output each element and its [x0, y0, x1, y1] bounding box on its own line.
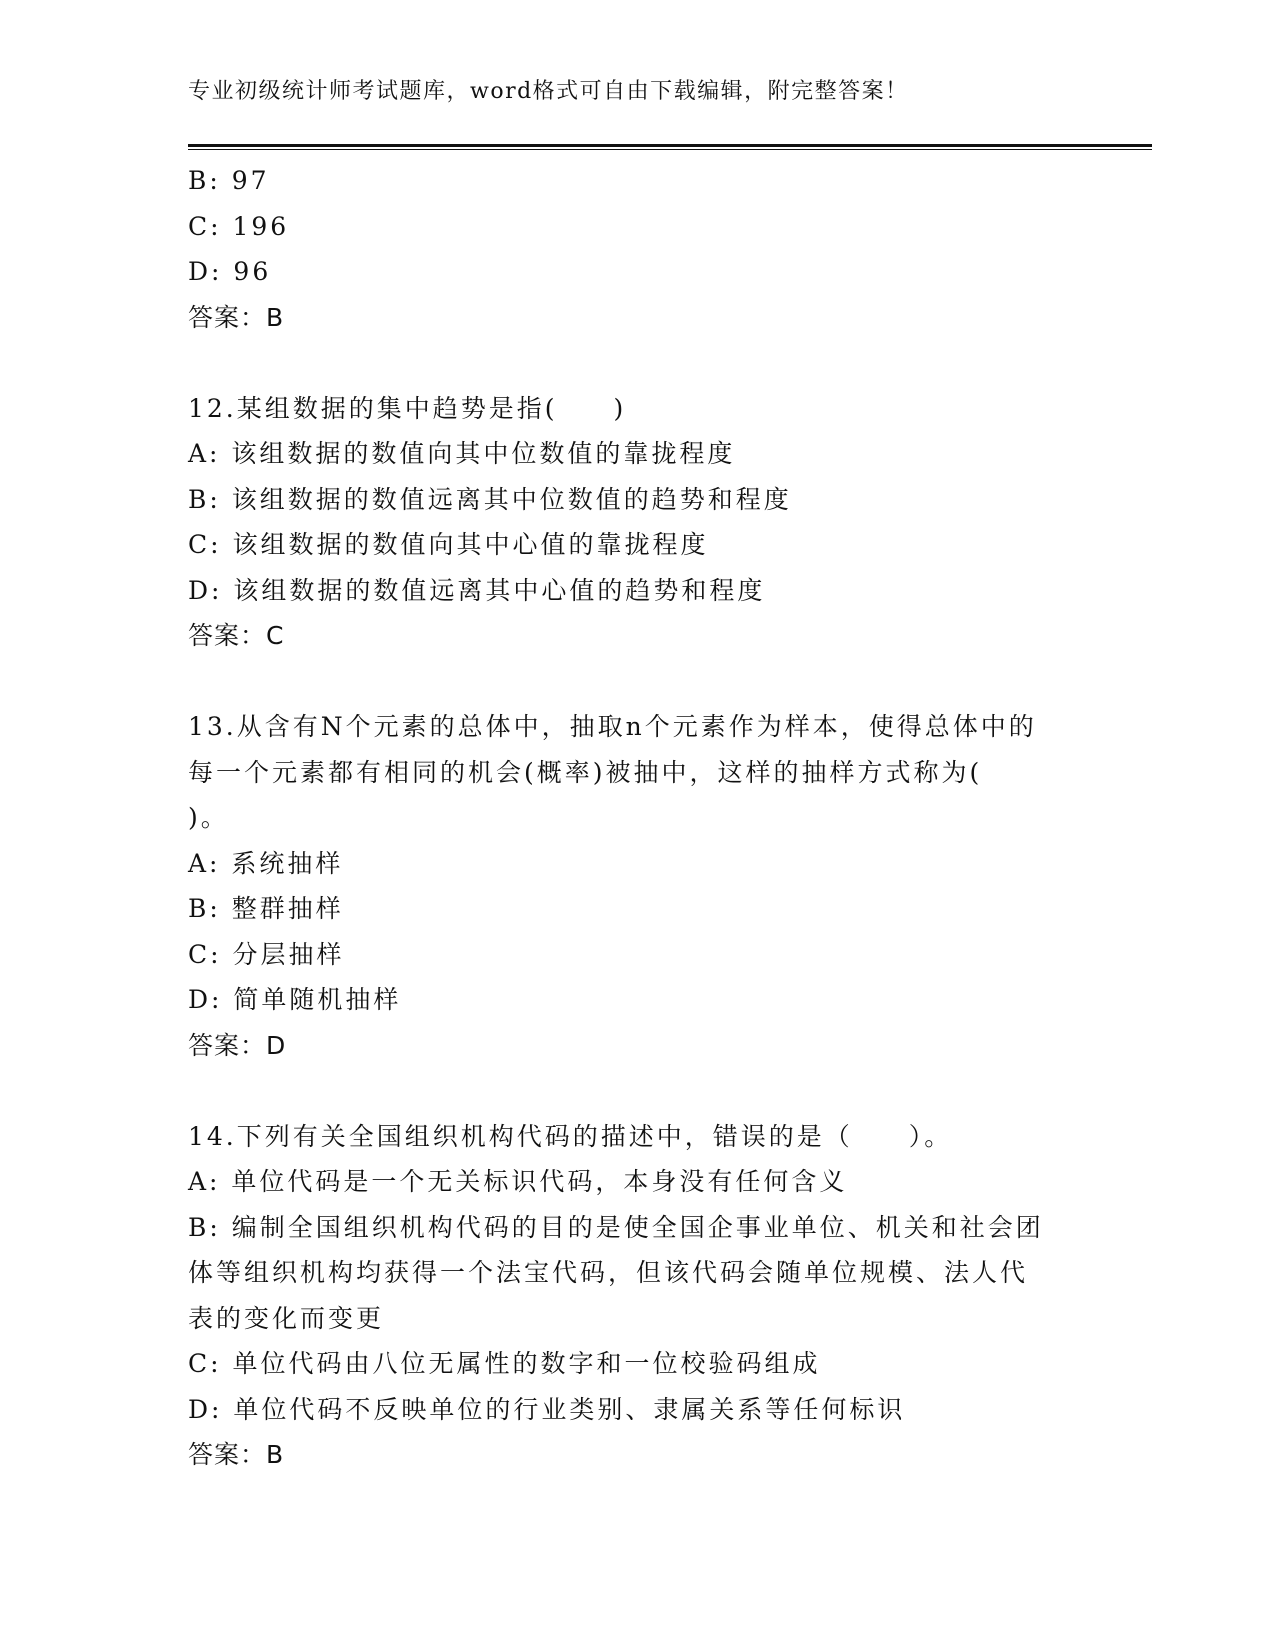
q14-option-a: A: 单位代码是一个无关标识代码，本身没有任何含义: [188, 1167, 848, 1196]
page-header: 专业初级统计师考试题库，word格式可自由下载编辑，附完整答案！: [188, 79, 909, 104]
spacer: [188, 340, 1088, 386]
q12-question: 12.某组数据的集中趋势是指( ): [188, 393, 627, 423]
q11-answer: 答案：B: [188, 302, 285, 332]
q12-answer: 答案：C: [188, 621, 285, 650]
q13-option-c: C: 分层抽样: [188, 939, 345, 969]
q12-option-d: D: 该组数据的数值远离其中心值的趋势和程度: [188, 575, 766, 605]
q12-option-a: A: 该组数据的数值向其中位数值的靠拢程度: [188, 439, 736, 468]
q14-answer: 答案：B: [188, 1440, 285, 1469]
q13-option-b: B: 整群抽样: [188, 894, 344, 923]
question-11: [188, 158, 1088, 340]
q14-option-b-line-3: 表的变化而变更: [188, 1303, 385, 1333]
question-14: [188, 1114, 1088, 1478]
q14-option-b-line-1: B: 编制全国组织机构代码的目的是使全国企事业单位、机关和社会团: [188, 1212, 1044, 1242]
q11-option-d: D: 96: [188, 257, 272, 286]
q12-option-b: B: 该组数据的数值远离其中位数值的趋势和程度: [188, 484, 792, 514]
q13-question-line-2: 每一个元素都有相同的机会(概率)被抽中，这样的抽样方式称为(: [188, 757, 983, 787]
q14-option-c: C: 单位代码由八位无属性的数字和一位校验码组成: [188, 1349, 821, 1378]
spacer: [188, 1068, 1088, 1114]
q12-option-c: C: 该组数据的数值向其中心值的靠拢程度: [188, 530, 709, 559]
q13-answer: 答案：D: [188, 1030, 287, 1060]
q13-question-line-1: 13.从含有N个元素的总体中，抽取n个元素作为样本，使得总体中的: [188, 712, 1037, 741]
q11-option-b: B: 97: [188, 166, 270, 195]
q13-option-d: D: 简单随机抽样: [188, 985, 402, 1014]
q13-option-a: A: 系统抽样: [188, 848, 344, 878]
header-rule-thick: [188, 144, 1152, 147]
q14-option-d: D: 单位代码不反映单位的行业类别、隶属关系等任何标识: [188, 1394, 906, 1424]
q14-option-b-line-2: 体等组织机构均获得一个法宝代码，但该代码会随单位规模、法人代: [188, 1258, 1029, 1287]
question-12: [188, 386, 1088, 659]
q14-question: 14.下列有关全国组织机构代码的描述中，错误的是（ ）。: [188, 1121, 953, 1151]
header-rule-thin: [188, 149, 1152, 150]
q13-question-line-3: )。: [188, 803, 229, 832]
q11-option-c: C: 196: [188, 211, 290, 241]
spacer: [188, 659, 1088, 705]
question-list: [188, 158, 1088, 1478]
question-13: [188, 704, 1088, 1068]
